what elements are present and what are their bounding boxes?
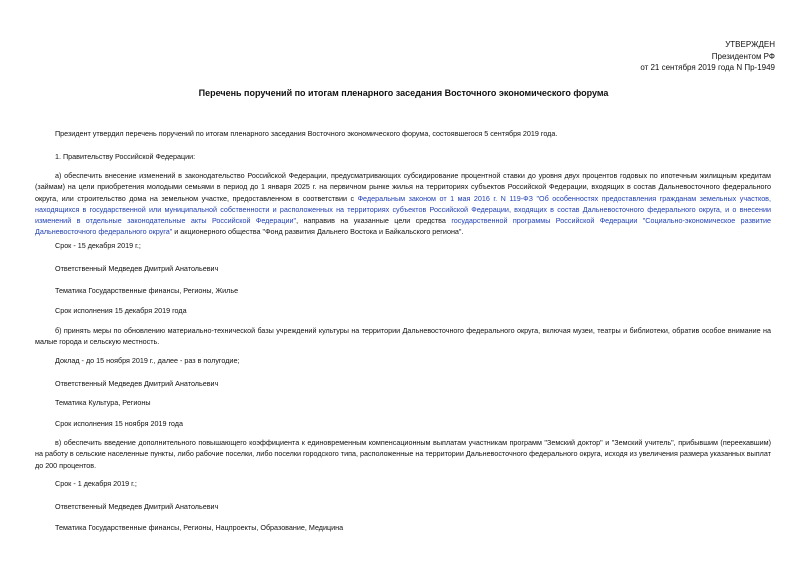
item-c-paragraph: в) обеспечить введение дополнительного повышающего коэффициента к единовременным компенсационным выплатам участникам программ "Земский доктор" и "Земский учитель", прибывшим (переехавшим) на работу в сельские населенные пункты, либо рабочие поселки, либо поселки городского типа, расположенные на территории Дальневосточного федерального округа, исходя из увеличения размера указанных выплат до 200 процентов. <box>35 438 771 470</box>
item-a-responsible: Ответственный Медведев Дмитрий Анатольевич <box>55 264 219 273</box>
approval-by: Президентом РФ <box>711 51 775 61</box>
item-b-deadline: Доклад - до 15 ноября 2019 г., далее - раз в полугодие; <box>55 356 240 365</box>
item-c-topic: Тематика Государственные финансы, Регионы, Нацпроекты, Образование, Медицина <box>55 523 344 532</box>
document-title: Перечень поручений по итогам пленарного заседания Восточного экономического форума <box>198 88 609 98</box>
federal-law-link[interactable]: Федеральным законом от 1 мая 2016 г. N 119-ФЗ "Об особенностях предоставления гражданам земельных участков, находящихся в государственной или муниципальной собственности и расположенных на территориях субъектов Российской Федерации, входящих в состав Дальневосточного федерального округа, и о внесении изменений в отдельные законодательные акты Российской Федерации" <box>35 193 772 226</box>
section-1-heading: 1. Правительству Российской Федерации: <box>55 152 196 161</box>
item-a-paragraph <box>35 170 771 238</box>
item-c-responsible: Ответственный Медведев Дмитрий Анатольевич <box>55 502 219 511</box>
item-a-text-1: а) обеспечить внесение изменений в законодательство Российской Федерации, предусматривающих субсидирование процентной ставки до уровня двух процентов годовых по ипотечным жилищным кредитам (займам) на цели приобретения молодыми семьями в период до 1 января 2025 г. на первичном рынке жилья на территориях субъектов Российской Федерации, входящих в состав Дальневосточного федерального округа, или строительство дома на земельном участке, предоставленном в соответствии с <box>35 171 771 203</box>
intro-paragraph: Президент утвердил перечень поручений по итогам пленарного заседания Восточного экономического форума, состоявшегося 5 сентября 2019 года. <box>55 129 558 138</box>
item-a-text-2: , направив на указанные цели средства <box>296 216 452 226</box>
item-b-paragraph: б) принять меры по обновлению материально-технической базы учреждений культуры на территории Дальневосточного федерального округа, включая музеи, театры и библиотеки, обратив особое внимание на малые города и сельскую местность. <box>35 326 771 347</box>
item-a-topic: Тематика Государственные финансы, Регионы, Жилье <box>55 286 239 295</box>
item-b-topic: Тематика Культура, Регионы <box>55 398 151 407</box>
approval-title: УТВЕРЖДЕН <box>725 40 775 49</box>
item-b-execution: Срок исполнения 15 ноября 2019 года <box>55 419 183 428</box>
approval-block <box>640 39 775 74</box>
item-a-text-3: и акционерного общества "Фонд развития Дальнего Востока и Байкальского региона". <box>172 227 464 237</box>
state-program-link[interactable]: государственной программы Российской Федерации "Социально-экономическое развитие Дальневосточного федерального округа" <box>35 216 772 237</box>
approval-date: от 21 сентября 2019 года N Пр-1949 <box>640 63 775 72</box>
item-a-execution: Срок исполнения 15 декабря 2019 года <box>55 306 187 315</box>
item-a-deadline: Срок - 15 декабря 2019 г.; <box>55 241 141 250</box>
item-b-responsible: Ответственный Медведев Дмитрий Анатольевич <box>55 379 219 388</box>
item-c-deadline: Срок - 1 декабря 2019 г.; <box>55 479 137 488</box>
